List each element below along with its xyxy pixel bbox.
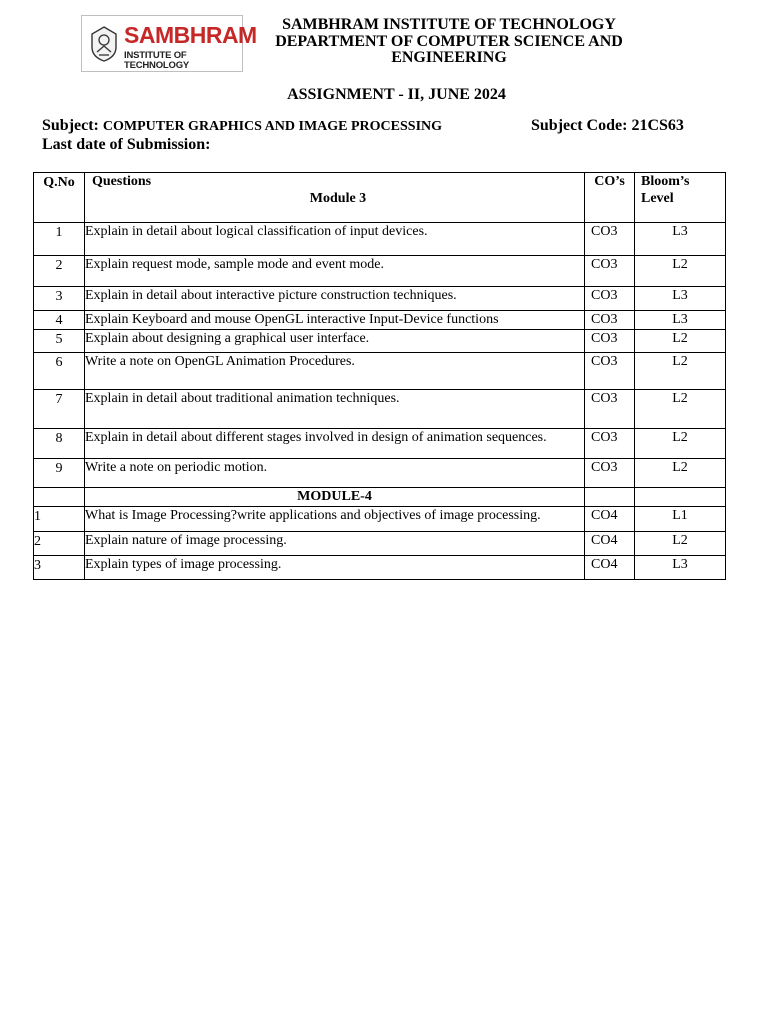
- bloom-level: L2: [635, 353, 726, 390]
- question-text: Explain nature of image processing.: [85, 532, 585, 556]
- subject-code-line: [531, 117, 684, 135]
- header-qno: Q.No: [34, 173, 85, 223]
- questions-table: [33, 172, 726, 580]
- table-row: [34, 507, 726, 532]
- bloom-level: L2: [635, 256, 726, 287]
- logo-tagline: INSTITUTE OF TECHNOLOGY: [124, 50, 190, 71]
- co-value: CO4: [585, 556, 635, 580]
- question-text: What is Image Processing?write applications and objectives of image processing.: [85, 507, 585, 532]
- table-row: [34, 459, 726, 488]
- question-text: Explain in detail about interactive picture construction techniques.: [85, 287, 585, 311]
- header-questions-label: Questions: [92, 174, 152, 189]
- question-text: Write a note on periodic motion.: [85, 459, 585, 488]
- question-number: 6: [34, 353, 85, 390]
- bloom-level: L1: [635, 507, 726, 532]
- table-row: [34, 556, 726, 580]
- header-bloom: [635, 173, 726, 223]
- header-department: DEPARTMENT OF COMPUTER SCIENCE AND: [275, 32, 623, 50]
- table-row: [34, 223, 726, 256]
- question-number: 2: [34, 256, 85, 287]
- question-number: 1: [34, 223, 85, 256]
- bloom-level: L3: [635, 311, 726, 330]
- table-row: [34, 330, 726, 353]
- bloom-level: L3: [635, 223, 726, 256]
- question-text: Explain about designing a graphical user interface.: [85, 330, 585, 353]
- module4-empty-level: [635, 488, 726, 507]
- question-text: Write a note on OpenGL Animation Procedures.: [85, 353, 585, 390]
- module3-body: [34, 223, 726, 488]
- question-number: 8: [34, 429, 85, 459]
- co-value: CO3: [585, 330, 635, 353]
- co-value: CO3: [585, 287, 635, 311]
- question-text: Explain types of image processing.: [85, 556, 585, 580]
- table-header-row: [34, 173, 726, 223]
- co-value: CO3: [585, 311, 635, 330]
- header-bloom-line1: Bloom’s: [641, 174, 690, 189]
- table-row: [34, 390, 726, 429]
- header-questions: [85, 173, 585, 223]
- bloom-level: L3: [635, 287, 726, 311]
- module4-header-row: [34, 488, 726, 507]
- table-row: [34, 287, 726, 311]
- question-number: 3: [34, 556, 85, 580]
- question-number: 9: [34, 459, 85, 488]
- header-department-cont: ENGINEERING: [391, 49, 507, 66]
- bloom-level: L2: [635, 330, 726, 353]
- co-value: CO4: [585, 507, 635, 532]
- module4-empty-co: [585, 488, 635, 507]
- subject-label: Subject:: [42, 117, 99, 134]
- question-text: Explain in detail about traditional animation techniques.: [85, 390, 585, 429]
- bloom-level: L2: [635, 429, 726, 459]
- bloom-level: L2: [635, 390, 726, 429]
- module4-empty-no: [34, 488, 85, 507]
- table-row: [34, 256, 726, 287]
- header-bloom-line2: Level: [641, 191, 674, 206]
- bloom-level: L2: [635, 459, 726, 488]
- table-row: [34, 429, 726, 459]
- question-text: Explain request mode, sample mode and event mode.: [85, 256, 585, 287]
- question-number: 2: [34, 532, 85, 556]
- question-number: 4: [34, 311, 85, 330]
- co-value: CO3: [585, 223, 635, 256]
- bloom-level: L3: [635, 556, 726, 580]
- question-number: 7: [34, 390, 85, 429]
- module4-body: [34, 507, 726, 580]
- subject-value: COMPUTER GRAPHICS AND IMAGE PROCESSING: [102, 119, 443, 134]
- document-header: [250, 17, 648, 67]
- question-number: 1: [34, 507, 85, 532]
- emblem-icon: [88, 25, 120, 63]
- last-date-label: Last date of Submission:: [42, 136, 211, 153]
- question-text: Explain Keyboard and mouse OpenGL interactive Input-Device functions: [85, 311, 585, 330]
- question-text: Explain in detail about logical classification of input devices.: [85, 223, 585, 256]
- question-text: Explain in detail about different stages involved in design of animation sequences.: [85, 429, 585, 459]
- subject-code-label: Subject Code:: [531, 117, 628, 134]
- subject-code-value: 21CS63: [631, 117, 684, 134]
- co-value: CO4: [585, 532, 635, 556]
- module4-title: MODULE-4: [85, 488, 585, 507]
- co-value: CO3: [585, 459, 635, 488]
- question-number: 5: [34, 330, 85, 353]
- institute-logo: [81, 15, 257, 72]
- co-value: CO3: [585, 256, 635, 287]
- table-row: [34, 353, 726, 390]
- co-value: CO3: [585, 429, 635, 459]
- subject-line: [42, 117, 442, 135]
- co-value: CO3: [585, 390, 635, 429]
- table-row: [34, 311, 726, 330]
- co-value: CO3: [585, 353, 635, 390]
- header-cos: CO’s: [585, 173, 635, 223]
- assignment-title: ASSIGNMENT - II, JUNE 2024: [287, 86, 506, 103]
- header-institute: SAMBHRAM INSTITUTE OF TECHNOLOGY: [282, 16, 616, 33]
- module3-title: Module 3: [309, 191, 367, 206]
- logo-wordmark: SAMBHRAM: [124, 22, 257, 48]
- bloom-level: L2: [635, 532, 726, 556]
- question-number: 3: [34, 287, 85, 311]
- table-row: [34, 532, 726, 556]
